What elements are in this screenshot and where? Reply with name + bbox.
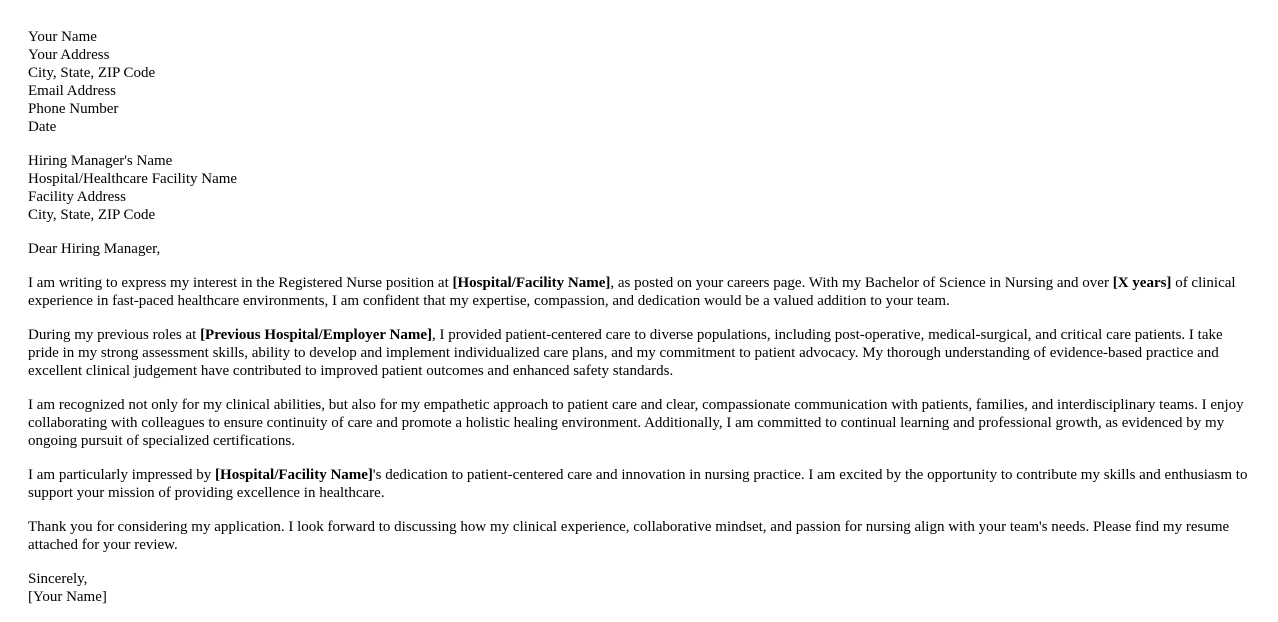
body-paragraph-2 [28,326,1250,380]
body-paragraph-3: I am recognized not only for my clinical abilities, but also for my empathetic approach to patient care and clear, compassionate communication with patients, families, and interdisciplinary teams. I enjoy collaborating with colleagues to ensure continuity of care and promote a holistic healing environment. Additionally, I am committed to continual learning and professional growth, as evidenced by my ongoing pursuit of specialized certifications. [28,397,1244,449]
body-paragraph-4 [28,466,1250,502]
paragraph-2-text-b: , I provided patient-centered care to diverse populations, including post-operative, medical-surgical, and critical care patients. I take pride in my strong assessment skills, ability to develop and implement individualized care plans, and my commitment to patient advocacy. My thorough understanding of evidence-based practice and excellent clinical judgement have contributed to improved patient outcomes and enhanced safety standards. [28,327,1223,379]
previous-employer-placeholder: [Previous Hospital/Employer Name] [200,327,432,343]
salutation: Dear Hiring Manager, [28,241,161,257]
facility-name-placeholder: [Hospital/Facility Name] [452,275,611,291]
cover-letter [28,28,1250,622]
recipient-manager-name: Hiring Manager's Name [28,153,173,169]
sender-phone: Phone Number [28,101,119,117]
recipient-facility-name: Hospital/Healthcare Facility Name [28,171,238,187]
paragraph-2-text-a: During my previous roles at [28,327,201,343]
paragraph-1-text-a: I am writing to express my interest in the Registered Nurse position at [28,275,453,291]
letter-date: Date [28,119,57,135]
recipient-block [28,152,1250,224]
facility-name-placeholder: [Hospital/Facility Name] [215,467,373,483]
sender-email: Email Address [28,83,116,99]
body-paragraph-1 [28,274,1250,310]
years-placeholder: [X years] [1112,275,1172,291]
paragraph-1-text-c: of clinical experience in fast-paced healthcare environments, I am confident that my expertise, compassion, and dedication would be a valued addition to your team. [28,275,1236,309]
sender-name: Your Name [28,29,97,45]
sender-block [28,28,1250,136]
recipient-city-state-zip: City, State, ZIP Code [28,207,156,223]
paragraph-1-text-b: , as posted on your careers page. With my Bachelor of Science in Nursing and over [610,275,1113,291]
recipient-facility-address: Facility Address [28,189,126,205]
sender-address: Your Address [28,47,110,63]
body-paragraph-5: Thank you for considering my application. I look forward to discussing how my clinical experience, collaborative mindset, and passion for nursing align with your team's needs. Please find my resume attached for your review. [28,519,1230,553]
paragraph-4-text-b: 's dedication to patient-centered care and innovation in nursing practice. I am excited by the opportunity to contribute my skills and enthusiasm to support your mission of providing excellence in healthcare. [28,467,1248,501]
paragraph-4-text-a: I am particularly impressed by [28,467,216,483]
signature-name: [Your Name] [28,589,107,605]
sender-city-state-zip: City, State, ZIP Code [28,65,156,81]
sign-off: Sincerely, [28,571,88,587]
